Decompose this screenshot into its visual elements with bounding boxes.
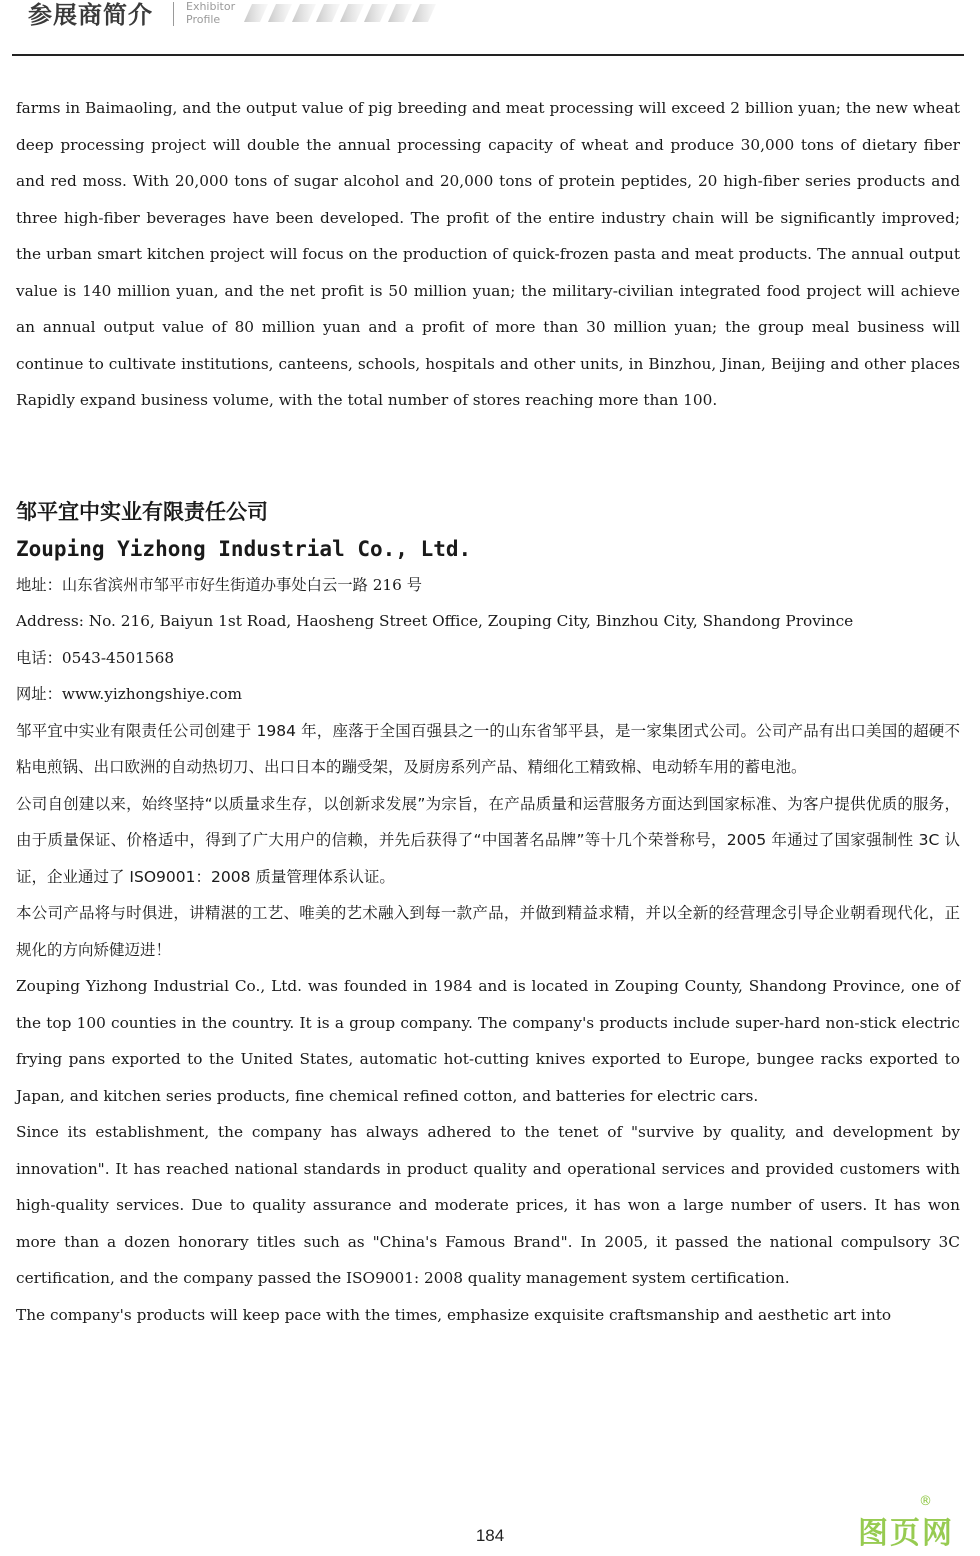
watermark-logo: 图页网 xyxy=(858,1516,954,1551)
intro-paragraph: farms in Baimaoling, and the output value of pig breeding and meat processing will exceed 2 billion yuan; the new wheat deep processing project will double the annual processing capacity of wheat and produce 30,000 tons of dietary fiber and red moss. With 20,000 tons of sugar alcohol and 20,000 tons of protein peptides, 20 high-fiber series products and three high-fiber beverages have been developed. The profit of the entire industry chain will be significantly improved; the urban smart kitchen project will focus on the production of quick-frozen pasta and meat products. The annual output value is 140 million yuan, and the net profit is 50 million yuan; the military-civilian integrated food project will achieve an annual output value of 80 million yuan and a profit of more than 30 million yuan; the group meal business will continue to cultivate institutions, canteens, schools, hospitals and other units, in Binzhou, Jinan, Beijing and other places Rapidly expand business volume, with the total number of stores reaching more than 100. xyxy=(16,99,960,409)
description-cn-paragraph: 邹平宜中实业有限责任公司创建于 1984 年，座落于全国百强县之一的山东省邹平县，是一家集团式公司。公司产品有出口美国的超硬不粘电煎锅、出口欧洲的自动热切刀、出口日本的蹦受架，及厨房系列产品、精细化工精致棉、电动轿车用的蓄电池。 xyxy=(16,721,960,776)
address-cn: 地址：山东省滨州市邹平市好生街道办事处白云一路 216 号 xyxy=(16,575,423,594)
website: 网址：www.yizhongshiye.com xyxy=(16,685,242,703)
company-name-en: Zouping Yizhong Industrial Co., Ltd. xyxy=(16,536,472,561)
section-title: 参展商简介 xyxy=(28,1,153,29)
section-subtitle xyxy=(186,0,235,26)
header-divider xyxy=(173,2,174,26)
subtitle-line-1: Exhibitor xyxy=(186,0,236,13)
description-en-paragraph: Since its establishment, the company has always adhered to the tenet of "survive by quality, and development by innovation". It has reached national standards in product quality and operational services and provided customers with high-quality services. Due to quality assurance and moderate prices, it has won a large number of users. It has won more than a dozen honorary titles such as "China's Famous Brand". In 2005, it passed the national compulsory 3C certification, and the company passed the ISO9001: 2008 quality management system certification. xyxy=(16,1123,960,1287)
phone: 电话：0543-4501568 xyxy=(16,648,175,667)
registered-mark: ® xyxy=(919,1494,932,1509)
description-en-paragraph: Zouping Yizhong Industrial Co., Ltd. was founded in 1984 and is located in Zouping County, Shandong Province, one of the top 100 counties in the country. It is a group company. The company's products include super-hard non-stick electric frying pans exported to the United States, automatic hot-cutting knives exported to Europe, bungee racks exported to Japan, and kitchen series products, fine chemical refined cotton, and batteries for electric cars. xyxy=(16,977,960,1105)
subtitle-line-2: Profile xyxy=(186,13,221,26)
page-number: 184 xyxy=(475,1526,505,1545)
header-rule xyxy=(12,54,964,56)
description-en-paragraph: The company's products will keep pace with the times, emphasize exquisite craftsmanship and aesthetic art into xyxy=(16,1305,892,1324)
address-en: Address: No. 216, Baiyun 1st Road, Haosheng Street Office, Zouping City, Binzhou City, Shandong Province xyxy=(16,612,854,630)
page-header xyxy=(0,0,980,56)
page-content xyxy=(16,90,960,1333)
company-name-cn: 邹平宜中实业有限责任公司 xyxy=(16,499,268,524)
header-stripe-decoration xyxy=(238,4,438,22)
description-cn-paragraph: 公司自创建以来，始终坚持“以质量求生存，以创新求发展”为宗旨，在产品质量和运营服务方面达到国家标准、为客户提供优质的服务，由于质量保证、价格适中，得到了广大用户的信赖，并先后获得了“中国著名品牌”等十几个荣誉称号，2005 年通过了国家强制性 3C 认证，企业通过了 ISO9001：2008 质量管理体系认证。 xyxy=(16,794,960,886)
description-cn-paragraph: 本公司产品将与时俱进，讲精湛的工艺、唯美的艺术融入到每一款产品，并做到精益求精，并以全新的经营理念引导企业朝看现代化，正规化的方向矫健迈进！ xyxy=(16,904,960,959)
